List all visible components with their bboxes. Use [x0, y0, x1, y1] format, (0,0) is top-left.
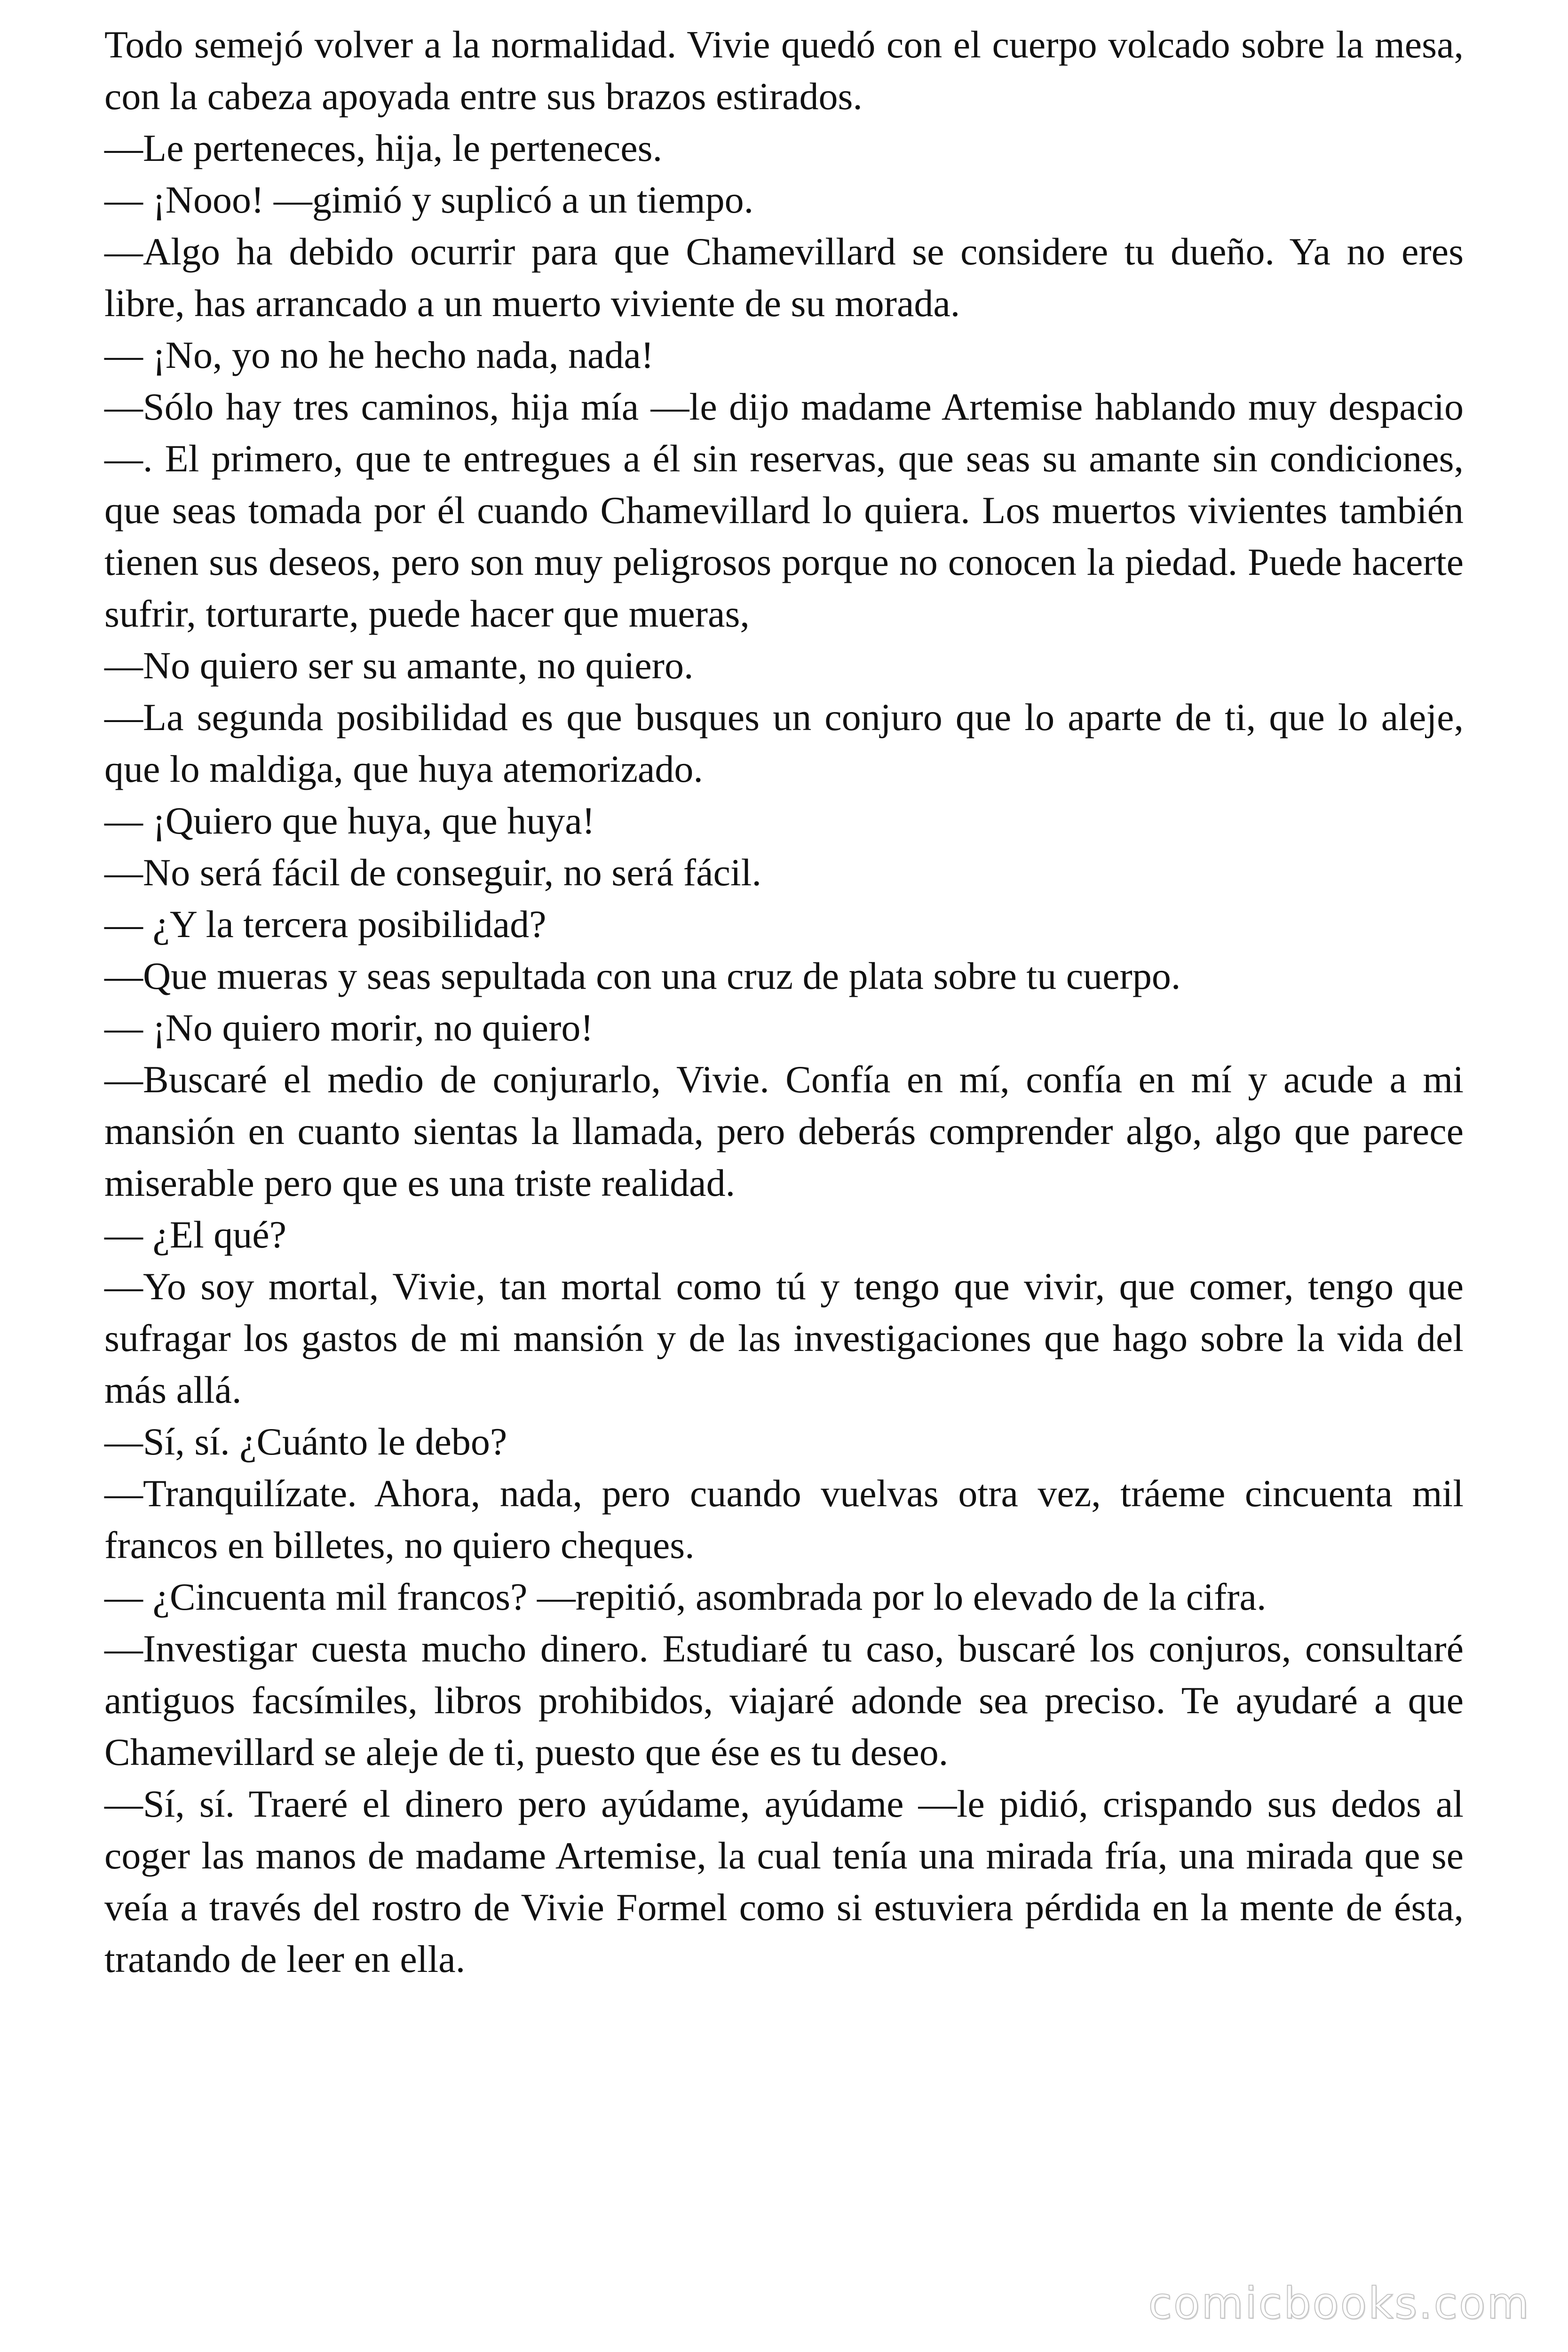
paragraph: — ¿Cincuenta mil francos? —repitió, asombrada por lo elevado de la cifra.: [104, 1575, 1267, 1618]
paragraph: —Sí, sí. ¿Cuánto le debo?: [104, 1420, 507, 1463]
paragraph: —Yo soy mortal, Vivie, tan mortal como tú y tengo que vivir, que comer, tengo que sufragar los gastos de mi mansión y de las investigaciones que hago sobre la vida del más allá.: [104, 1265, 1464, 1411]
paragraph: —Le perteneces, hija, le perteneces.: [104, 127, 663, 169]
paragraph: —Algo ha debido ocurrir para que Chamevillard se considere tu dueño. Ya no eres libre, has arrancado a un muerto viviente de su morada.: [104, 230, 1464, 325]
paragraph: —Investigar cuesta mucho dinero. Estudiaré tu caso, buscaré los conjuros, consultaré antiguos facsímiles, libros prohibidos, viajaré adonde sea preciso. Te ayudaré a que Chamevillard se aleje de ti, puesto que ése es tu deseo.: [104, 1627, 1464, 1773]
paragraph: — ¡No, yo no he hecho nada, nada!: [104, 334, 654, 376]
paragraph: — ¡Quiero que huya, que huya!: [104, 799, 595, 842]
paragraph: —No será fácil de conseguir, no será fácil.: [104, 851, 761, 894]
paragraph: —Sólo hay tres caminos, hija mía —le dijo madame Artemise hablando muy despacio—. El primero, que te entregues a él sin reservas, que seas su amante sin condiciones, que seas tomada por él cuando Chamevillard lo quiera. Los muertos vivientes también tienen sus deseos, pero son muy peligrosos porque no conocen la piedad. Puede hacerte sufrir, torturarte, puede hacer que mueras,: [104, 385, 1464, 635]
paragraph: — ¡No quiero morir, no quiero!: [104, 1006, 594, 1049]
paragraph: — ¡Nooo! —gimió y suplicó a un tiempo.: [104, 178, 754, 221]
body-text: [104, 19, 1464, 1985]
paragraph: —No quiero ser su amante, no quiero.: [104, 644, 694, 687]
paragraph: Todo semejó volver a la normalidad. Vivie quedó con el cuerpo volcado sobre la mesa, con la cabeza apoyada entre sus brazos estirados.: [104, 23, 1464, 118]
paragraph: — ¿Y la tercera posibilidad?: [104, 903, 546, 946]
paragraph: —La segunda posibilidad es que busques un conjuro que lo aparte de ti, que lo aleje, que lo maldiga, que huya atemorizado.: [104, 696, 1464, 790]
paragraph: —Que mueras y seas sepultada con una cruz de plata sobre tu cuerpo.: [104, 954, 1181, 997]
watermark: comicbooks.com: [1148, 2278, 1530, 2328]
paragraph: — ¿El qué?: [104, 1213, 287, 1256]
paragraph: —Sí, sí. Traeré el dinero pero ayúdame, ayúdame —le pidió, crispando sus dedos al coger las manos de madame Artemise, la cual tenía una mirada fría, una mirada que se veía a través del rostro de Vivie Formel como si estuviera pérdida en la mente de ésta, tratando de leer en ella.: [104, 1782, 1464, 1980]
paragraph: —Buscaré el medio de conjurarlo, Vivie. Confía en mí, confía en mí y acude a mi mansión en cuanto sientas la llamada, pero deberás comprender algo, algo que parece miserable pero que es una triste realidad.: [104, 1058, 1464, 1204]
paragraph: —Tranquilízate. Ahora, nada, pero cuando vuelvas otra vez, tráeme cincuenta mil francos en billetes, no quiero cheques.: [104, 1472, 1464, 1566]
